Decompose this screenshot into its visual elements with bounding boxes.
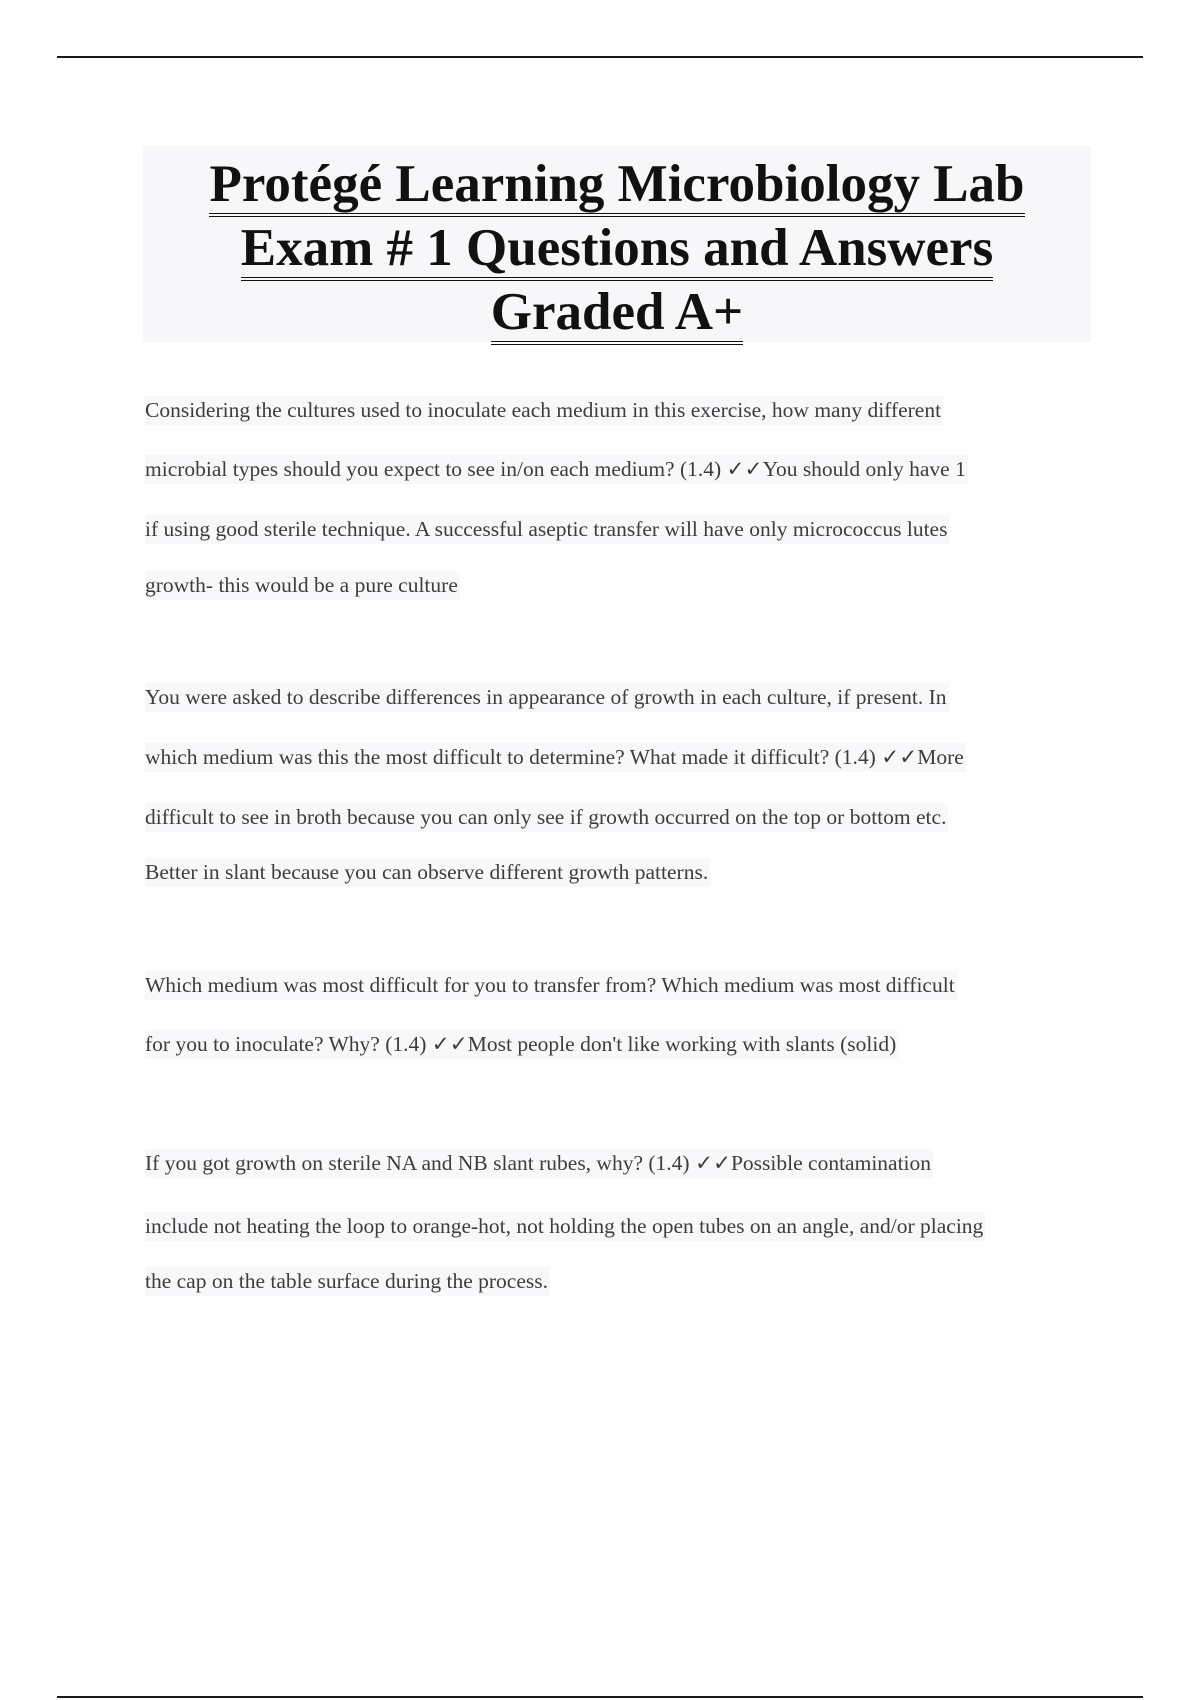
qa-line: include not heating the loop to orange-hot, not holding the open tubes on an angle, and/or placing (145, 1212, 985, 1241)
qa-line: Considering the cultures used to inoculate each medium in this exercise, how many different (145, 396, 943, 425)
qa-line: if using good sterile technique. A successful aseptic transfer will have only micrococcus lutes (145, 515, 949, 544)
qa-line: Better in slant because you can observe different growth patterns. (145, 858, 710, 887)
bottom-rule (57, 1696, 1143, 1698)
qa-line: difficult to see in broth because you can only see if growth occurred on the top or bottom etc. (145, 803, 948, 832)
qa-line: which medium was this the most difficult to determine? What made it difficult? (1.4) ✓✓More (145, 743, 966, 772)
qa-line: If you got growth on sterile NA and NB slant rubes, why? (1.4) ✓✓Possible contamination (145, 1149, 933, 1178)
qa-line: Which medium was most difficult for you to transfer from? Which medium was most difficult (145, 971, 957, 1000)
title-line-1: Protégé Learning Microbiology Lab (209, 155, 1024, 217)
title-line-3: Graded A+ (491, 283, 744, 345)
qa-line: microbial types should you expect to see in/on each medium? (1.4) ✓✓You should only have 1 (145, 455, 968, 484)
qa-line: for you to inoculate? Why? (1.4) ✓✓Most people don't like working with slants (solid) (145, 1030, 898, 1059)
qa-line: You were asked to describe differences in appearance of growth in each culture, if present. In (145, 683, 949, 712)
qa-line: growth- this would be a pure culture (145, 571, 460, 600)
title-box (143, 146, 1091, 342)
document-title (143, 146, 1091, 344)
top-rule (57, 56, 1143, 58)
title-line-2: Exam # 1 Questions and Answers (241, 219, 993, 281)
qa-line: the cap on the table surface during the process. (145, 1267, 550, 1296)
